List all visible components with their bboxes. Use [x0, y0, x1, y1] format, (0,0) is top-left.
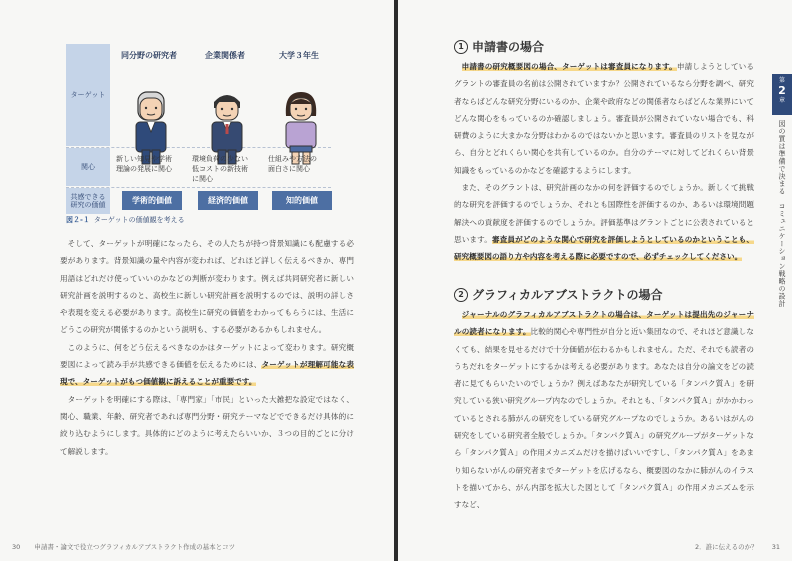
- concern-text: 仕組みや方法の 面白さに関心: [268, 155, 317, 174]
- paragraph: [454, 58, 754, 179]
- left-page: [0, 0, 394, 561]
- figure-caption-text: ターゲットの価値観を考える: [93, 216, 185, 224]
- section-number: 1: [454, 40, 468, 54]
- value-badge: 学術的価値: [122, 191, 182, 210]
- column-header: 同分野の研究者: [121, 51, 177, 60]
- chapter-tab: [772, 74, 792, 115]
- chapter-side-title: 図の質は準備で決まる コミュニケーション戦略の設計: [778, 120, 786, 308]
- figure-number: 図２-１: [66, 216, 90, 224]
- book-title: 申請書・論文で役立つグラフィカルアブストラクト作成の基本とコツ: [34, 543, 236, 551]
- figure-caption: [66, 215, 185, 225]
- paragraph: [454, 306, 754, 514]
- highlighted-text: ジャーナルのグラフィカルアブストラクトの場合は、ターゲットは提出先のジャーナルの読者になります。: [454, 310, 754, 337]
- body-text: このように、何をどう伝えるべきなのかはターゲットによって変わります。研究概要図によって読み手が共感できる価値を伝えるためには、: [60, 342, 354, 370]
- section-heading: [454, 286, 663, 303]
- section2-body: [454, 306, 754, 514]
- concern-text: 新しい知見や学術 理論の発展に関心: [116, 155, 172, 174]
- column-header: 大学３年生: [279, 51, 319, 60]
- section-label: 2．誰に伝えるのか？: [695, 543, 758, 551]
- body-text: 比較的関心や専門性が自分と近い集団なので、それほど意識しなくても、結果を見せるだけで十分価値が伝わるかもしれません。ただ、それでも読者のうちだれをターゲットにするかは考える必要があります。あなたは自分の論文をどの読者に見てもらいたいのでしょうか？例えばあなたが研究している「タンパク質Ａ」を研究している狭い研究グループ内なのでしょうか。それとも、「タンパク質Ａ」がかかわっているとされる肺がんの研究をしている研究グループなのでしょうか。あるいはがんの研究をしている研究者全般でしょうか。「タンパク質Ａ」の研究グループがターゲットなら「タンパク質Ａ」の作用メカニズムだけを描けばいいですし、「タンパク質Ａ」をあまり知らないがんの研究者までターゲットを広げるなら、概要図のなかに肺がんのイラストを描いてから、がん内部を拡大した図として「タンパク質Ａ」の作用メカニズムを示すなど、: [454, 327, 754, 510]
- row-label-concern-text: 関心: [81, 162, 95, 171]
- row-label-concern: [66, 148, 110, 186]
- chapter-number: 2: [778, 84, 786, 98]
- section-title: グラフィカルアブストラクトの場合: [472, 288, 663, 302]
- row-label-target-text: ターゲット: [70, 90, 106, 99]
- paragraph: [60, 391, 354, 460]
- column-header: 企業関係者: [205, 51, 245, 60]
- body-text: また、そのグラントは、研究計画のなかの何を評価するのでしょうか。新しくて挑戦的な研究を評価するのでしょうか、それとも国際性を評価するのか、あるいは環境問題解決への貢献度を評価するのでしょうか。評価基準はグラントごとに公表されていると思います。: [454, 183, 754, 244]
- section1-body: [454, 58, 754, 266]
- page-number: 30: [12, 543, 21, 551]
- paragraph: [60, 339, 354, 391]
- highlighted-text: 申請書の研究概要図の場合、ターゲットは審査員になります。: [461, 62, 677, 71]
- highlighted-text: 審査員がどのような関心で研究を評価しようとしているのかということも、研究概要図の語り方や内容を考える際に必要ですので、必ずチェックしてください。: [454, 234, 754, 262]
- value-badge: 知的価値: [272, 191, 332, 210]
- left-body-text: [60, 235, 354, 460]
- value-badge: 経済的価値: [198, 191, 258, 210]
- body-text: 申請しようとしているグラントの審査員の名前は公開されていますか？公開されているなら分野を調べ、研究者ならばどんな研究分野にいるのか、企業や政府などの関係者ならばどんな業界にいてどんな関心をもっているのか確認しましょう。審査員が公開されていない場合でも、科研費のように大まかな分野はわかるのではないかと思います。審査員のリストを見ながら、自分とどれくらい関心を共有しているのか。自分のテーマに対してどれくらい背景知識をもっているのかなどを確認するようにします。: [454, 62, 754, 175]
- row-label-value: [66, 188, 110, 214]
- section-title: 申請書の場合: [472, 40, 545, 54]
- row-label-target: [66, 44, 110, 146]
- left-footer: [12, 542, 235, 551]
- row-label-value-text: 共感できる 研究の価値: [70, 192, 106, 209]
- right-footer: [695, 542, 780, 551]
- chapter-prefix: 第: [778, 77, 785, 84]
- section-number: 2: [454, 288, 468, 302]
- paragraph: [60, 235, 354, 339]
- target-values-figure: [66, 44, 331, 214]
- section-heading: [454, 38, 544, 55]
- highlighted-text: ターゲットが理解可能な表現で、ターゲットがもつ価値観に訴えることが重要です。: [60, 360, 354, 387]
- right-page: [398, 0, 792, 561]
- body-text: そして、ターゲットが明確になったら、その人たちが持つ背景知識にも配慮する必要があります。背景知識の量や内容が変われば、どれほど詳しく伝えるべきか、専門用語はどれだけ使っていいのかなどの判断が変わります。例えば共同研究者に新しい研究計画を説明するのと、高校生に新しい研究計画を説明するのでは、説明の詳しさや表現を変える必要があります。高校生に研究の価値をわかってもらうには、生活にどうこの研究が関係するのかという説明も、する必要があるかもしれません。: [60, 239, 354, 335]
- page-number: 31: [771, 543, 780, 551]
- body-text: ターゲットを明確にする際は、「専門家」「市民」といった大雑把な設定ではなく、関心、職業、年齢、研究者であれば専門分野・研究テーマなどでできるだけ具体的に絞り込むようにします。具体的にどのように考えたらいいか、３つの目的ごとに分けて解説します。: [60, 394, 354, 456]
- concern-text: 環境負荷の少ない 低コストの新技術 に関心: [192, 155, 248, 184]
- chapter-suffix: 章: [778, 97, 785, 105]
- paragraph: [454, 179, 754, 265]
